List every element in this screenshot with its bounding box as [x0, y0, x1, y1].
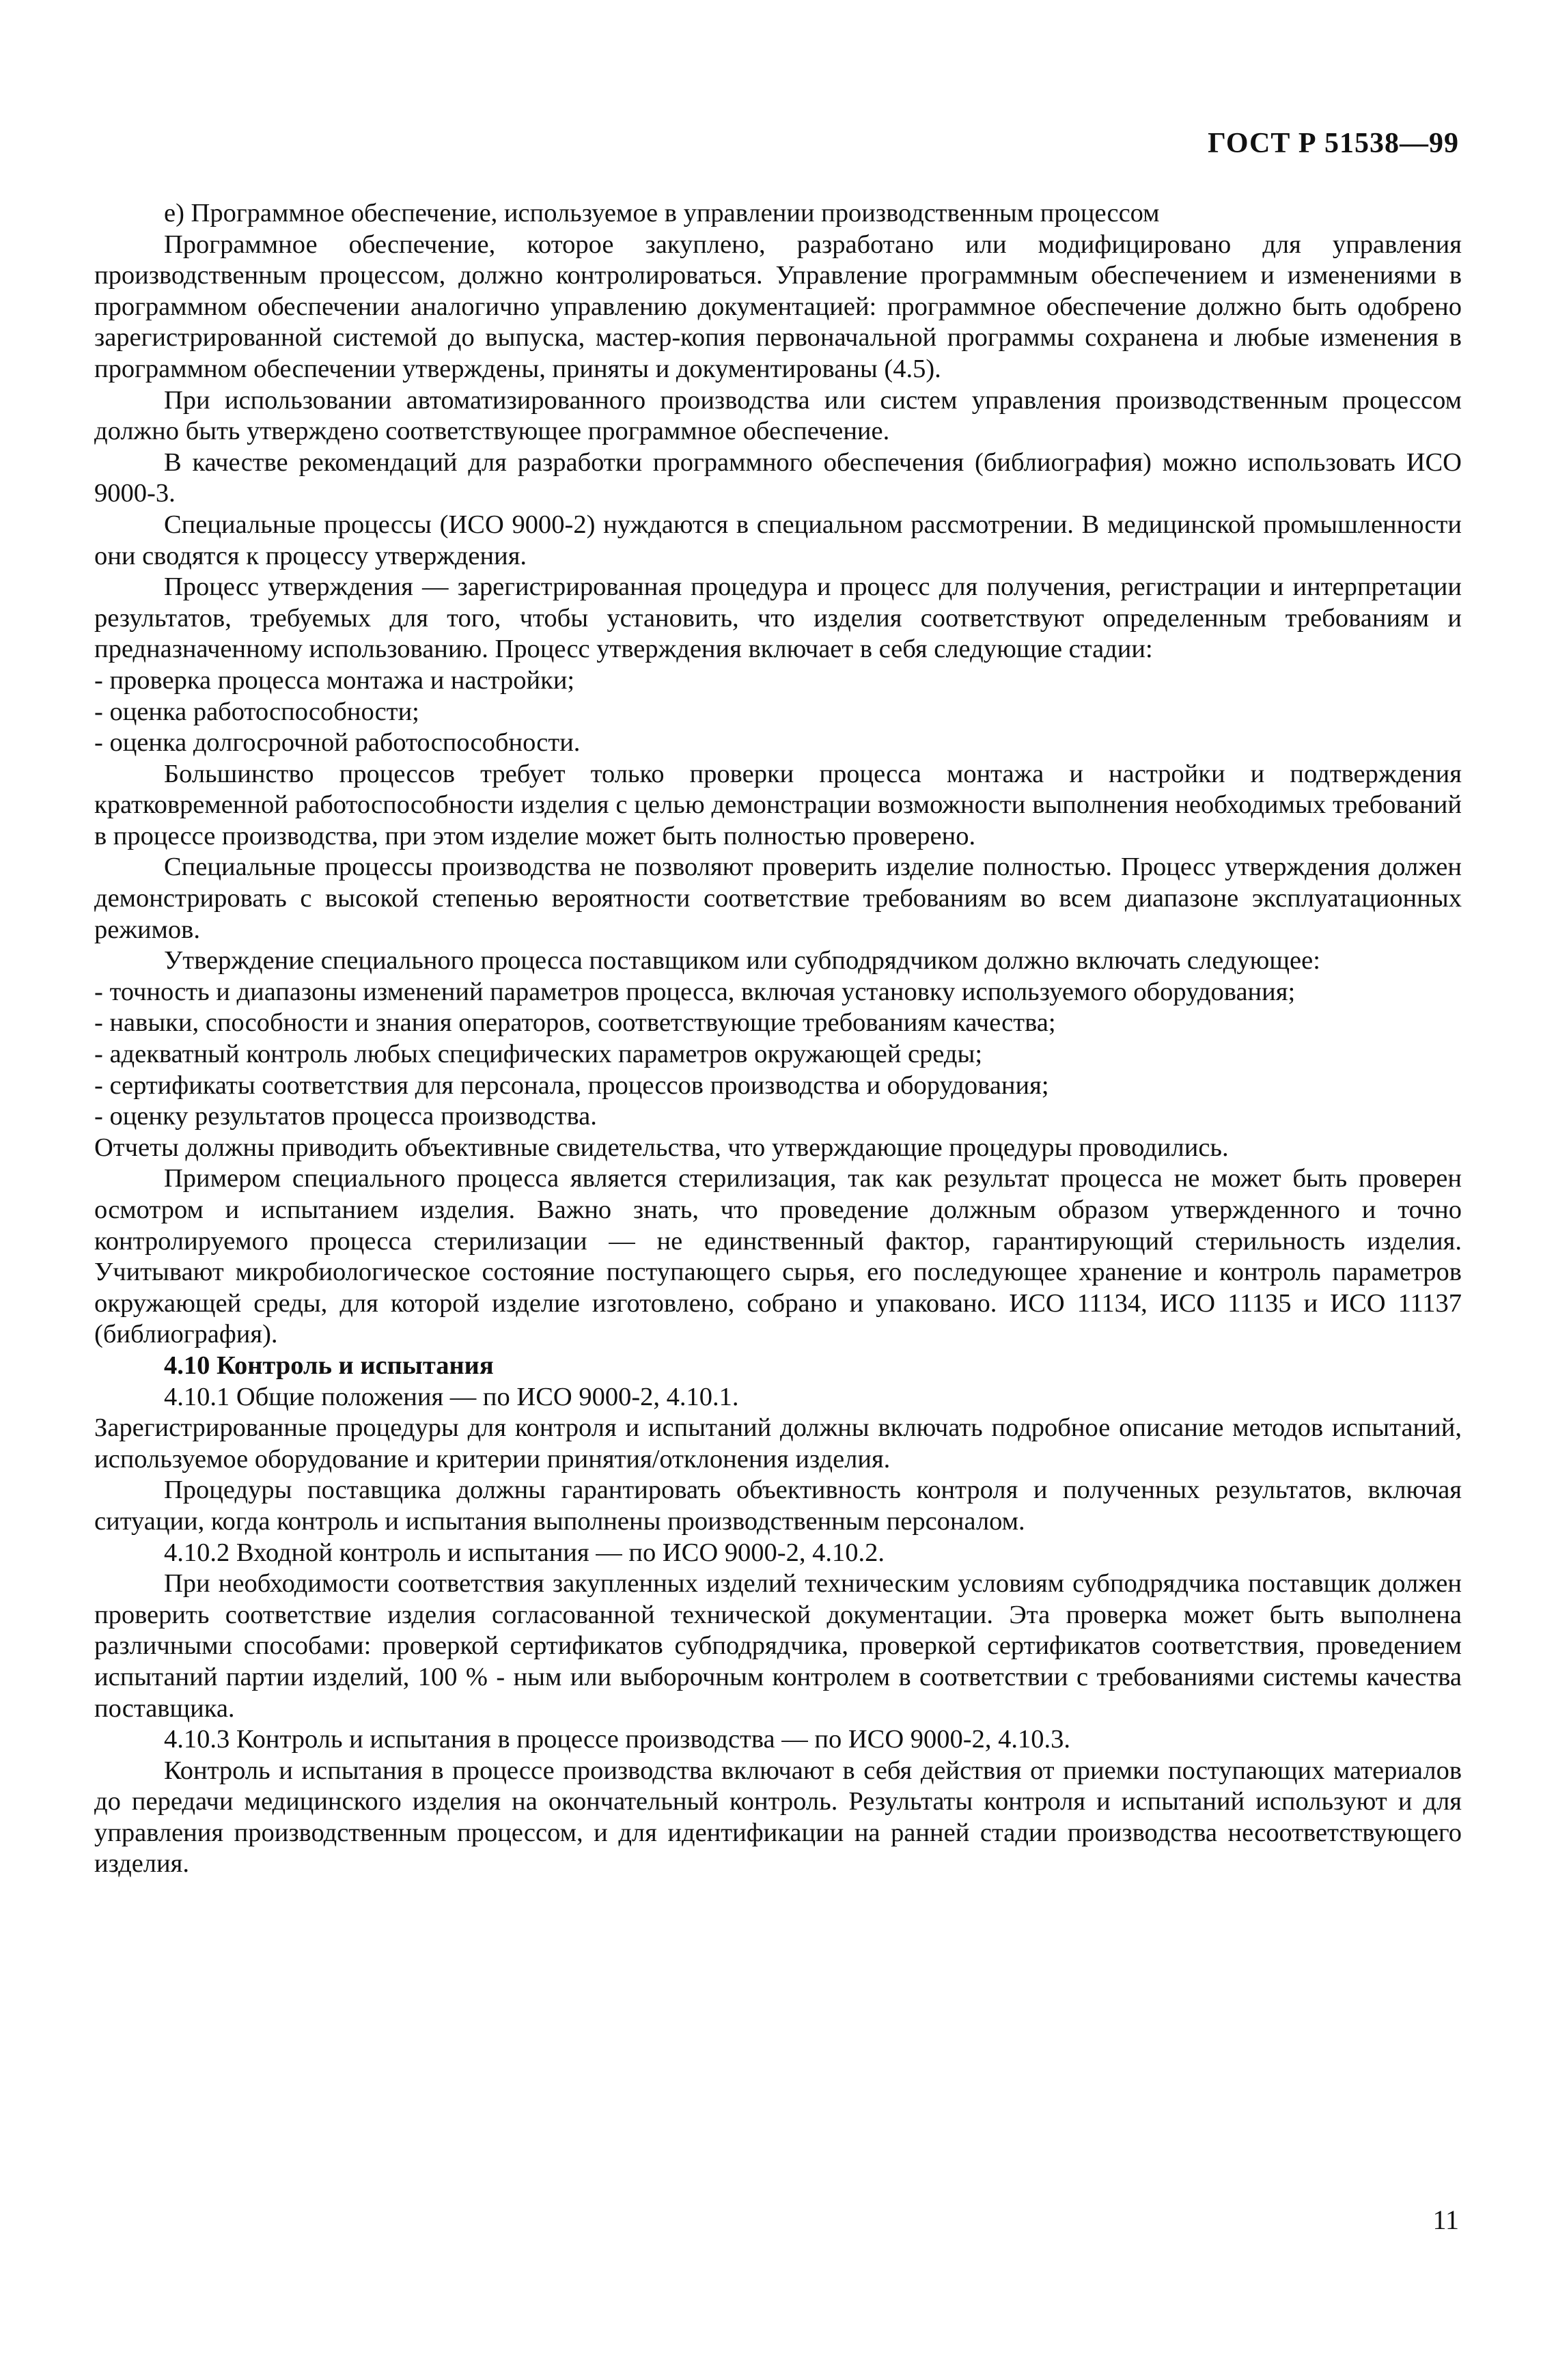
list-item: - адекватный контроль любых специфических параметров окружающей среды;: [94, 1040, 983, 1069]
paragraph: Большинство процессов требует только проверки процесса монтажа и настройки и подтверждения кратковременной работоспособности изделия с целью демонстрации возможности выполнения необходимых требований в процессе производства, при этом изделие может быть полностью проверено.: [94, 759, 1462, 850]
paragraph: Программное обеспечение, которое закуплено, разработано или модифицировано для управления производственным процессом, должно контролироваться. Управление программным обеспечением и изменениями в программном обеспечении аналогично управлению документацией: программное обеспечение должно быть одобрено зарегистрированной системой до выпуска, мастер-копия первоначальной программы сохранена и любые изменения в программном обеспечении утверждены, приняты и документированы (4.5).: [94, 230, 1462, 383]
paragraph: Контроль и испытания в процессе производства включают в себя действия от приемки поступающих материалов до передачи медицинского изделия на окончательный контроль. Результаты контроля и испытаний используют и для управления производственным процессом, и для идентификации на ранней стадии производства несоответствующего изделия.: [94, 1756, 1462, 1879]
paragraph: Отчеты должны приводить объективные свидетельства, что утверждающие процедуры проводились.: [94, 1133, 1229, 1162]
list-item: - оценку результатов процесса производства.: [94, 1102, 597, 1131]
paragraph: Примером специального процесса является стерилизация, так как результат процесса не может быть проверен осмотром и испытанием изделия. Важно знать, что проведение должным образом утвержденного и точно контролируемого процесса стерилизации — не единственный фактор, гарантирующий стерильность изделия. Учитывают микробиологическое состояние поступающего сырья, его последующее хранение и контроль параметров окружающей среды, для которой изделие изготовлено, собрано и упаковано. ИСО 11134, ИСО 11135 и ИСО 11137 (библиография).: [94, 1164, 1462, 1349]
paragraph-subclause-e: е) Программное обеспечение, используемое в управлении производственным процессом: [164, 199, 1160, 227]
paragraph: При необходимости соответствия закупленных изделий техническим условиям субподрядчика поставщик должен проверить соответствие изделия согласованной технической документации. Эта проверка может быть выполнена различными способами: проверкой сертификатов субподрядчика, проверкой сертификатов соответствия, проведением испытаний партии изделий, 100 % - ным или выборочным контролем в соответствии с требованиями системы качества поставщика.: [94, 1569, 1462, 1723]
paragraph: Зарегистрированные процедуры для контроля и испытаний должны включать подробное описание методов испытаний, используемое оборудование и критерии принятия/отклонения изделия.: [94, 1413, 1462, 1473]
paragraph: При использовании автоматизированного производства или систем управления производственным процессом должно быть утверждено соответствующее программное обеспечение.: [94, 385, 1462, 446]
paragraph: Утверждение специального процесса поставщиком или субподрядчиком должно включать следующее:: [164, 946, 1320, 975]
paragraph: Специальные процессы производства не позволяют проверить изделие полностью. Процесс утверждения должен демонстрировать с высокой степенью вероятности соответствие требованиям во всем диапазоне эксплуатационных режимов.: [94, 853, 1462, 944]
page-number: 11: [1432, 2204, 1459, 2235]
paragraph: В качестве рекомендаций для разработки программного обеспечения (библиография) можно использовать ИСО 9000-3.: [94, 447, 1462, 508]
section-heading: 4.10 Контроль и испытания: [164, 1351, 494, 1380]
list-item: - навыки, способности и знания операторов, соответствующие требованиям качества;: [94, 1008, 1056, 1038]
list-item: - сертификаты соответствия для персонала, процессов производства и оборудования;: [94, 1070, 1049, 1100]
paragraph: Специальные процессы (ИСО 9000-2) нуждаются в специальном рассмотрении. В медицинской промышленности они сводятся к процессу утверждения.: [94, 510, 1462, 570]
list-item: - оценка работоспособности;: [94, 697, 419, 726]
subsection-heading: 4.10.2 Входной контроль и испытания — по ИСО 9000-2, 4.10.2.: [164, 1538, 885, 1567]
document-body: [94, 198, 1462, 1880]
subsection-heading: 4.10.1 Общие положения — по ИСО 9000-2, 4.10.1.: [164, 1382, 739, 1411]
list-item: - проверка процесса монтажа и настройки;: [94, 665, 575, 695]
standard-code: ГОСТ Р 51538—99: [1208, 128, 1459, 159]
list-item: - точность и диапазоны изменений параметров процесса, включая установку используемого оборудования;: [94, 977, 1296, 1006]
paragraph: Процесс утверждения — зарегистрированная процедура и процесс для получения, регистрации и интерпретации результатов, требуемых для того, чтобы установить, что изделия соответствуют определенным требованиям и предназначенному использованию. Процесс утверждения включает в себя следующие стадии:: [94, 572, 1462, 664]
paragraph: Процедуры поставщика должны гарантировать объективность контроля и полученных результатов, включая ситуации, когда контроль и испытания выполнены производственным персоналом.: [94, 1476, 1462, 1536]
subsection-heading: 4.10.3 Контроль и испытания в процессе производства — по ИСО 9000-2, 4.10.3.: [164, 1725, 1070, 1754]
list-item: - оценка долгосрочной работоспособности.: [94, 728, 581, 758]
